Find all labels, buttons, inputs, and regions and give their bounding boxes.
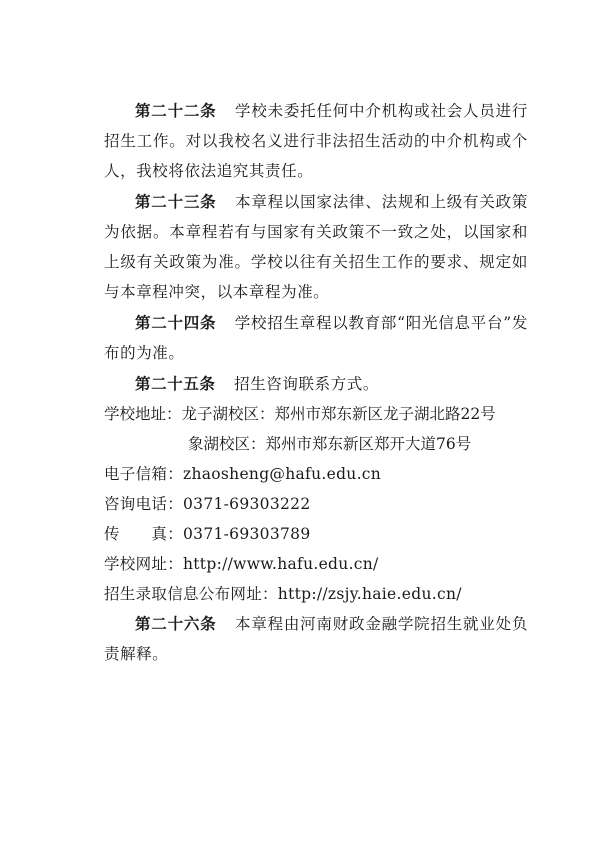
- article-23: [104, 187, 528, 307]
- fax-text: 传 真：0371-69303789: [104, 525, 311, 543]
- article-26: [104, 609, 528, 669]
- article-number: 第二十六条: [135, 614, 217, 633]
- article-text: 本章程以国家法律、法规和上级有关政策为依据。本章程若有与国家有关政策不一致之处，以国家和上级有关政策为准。学校以往有关招生工作的要求、规定如与本章程冲突，以本章程为准。: [104, 193, 528, 301]
- address-row: [104, 399, 528, 429]
- campus-xianghu-address: 象湖校区：郑州市郑东新区郑开大道76号: [188, 435, 472, 453]
- phone-row: [104, 489, 528, 519]
- article-text: 学校未委托任何中介机构或社会人员进行招生工作。对以我校名义进行非法招生活动的中介机构或个人，我校将依法追究其责任。: [104, 102, 528, 180]
- article-24: [104, 308, 528, 368]
- article-25: [104, 369, 528, 399]
- article-text: 招生咨询联系方式。: [234, 375, 380, 393]
- article-number: 第二十三条: [135, 192, 217, 211]
- email-text: 电子信箱：zhaosheng@hafu.edu.cn: [104, 465, 382, 483]
- document-content: [104, 96, 528, 669]
- article-text: 本章程由河南财政金融学院招生就业处负责解释。: [104, 615, 528, 663]
- fax-row: [104, 519, 528, 549]
- campus-longzihu-address: 龙子湖校区：郑州市郑东新区龙子湖北路22号: [181, 405, 496, 423]
- article-number: 第二十二条: [135, 101, 217, 120]
- admission-site-row: [104, 579, 528, 609]
- article-text: 学校招生章程以教育部“阳光信息平台”发布的为准。: [104, 314, 528, 362]
- website-text: 学校网址：http://www.hafu.edu.cn/: [104, 555, 379, 573]
- article-22: [104, 96, 528, 186]
- contact-info: [104, 399, 528, 609]
- email-row: [104, 459, 528, 489]
- article-number: 第二十五条: [135, 374, 216, 393]
- article-number: 第二十四条: [135, 313, 217, 332]
- website-row: [104, 549, 528, 579]
- address-row-2: [104, 429, 528, 459]
- phone-text: 咨询电话：0371-69303222: [104, 495, 311, 513]
- address-label: 学校地址：: [104, 405, 182, 423]
- admission-site-text: 招生录取信息公布网址：http://zsjy.haie.edu.cn/: [104, 585, 462, 603]
